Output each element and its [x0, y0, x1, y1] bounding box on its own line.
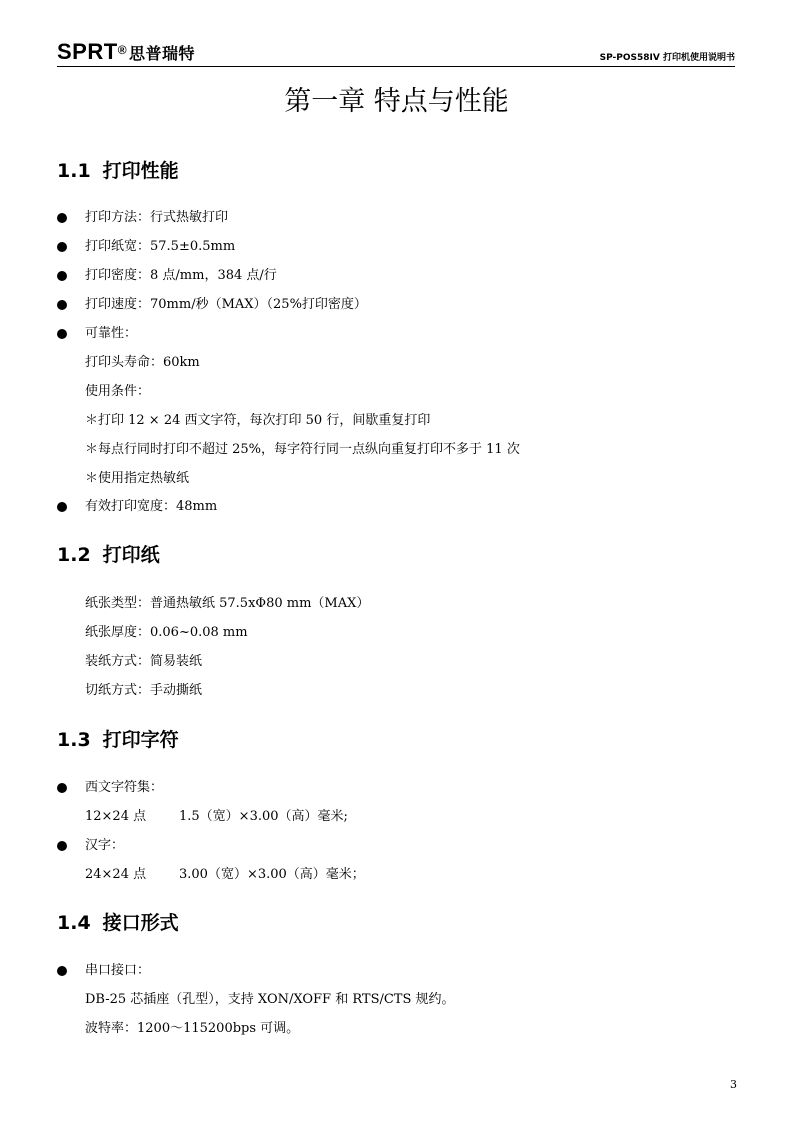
- bullet-icon: [57, 271, 67, 281]
- sub-line: 打印头寿命：60km: [85, 355, 200, 370]
- chapter-title: 第一章 特点与性能: [284, 86, 509, 117]
- section-title: 打印纸: [102, 544, 160, 566]
- bullet-icon: [57, 841, 67, 851]
- char-dimensions: 3.00（宽）×3.00（高）毫米；: [179, 867, 365, 882]
- bullet-icon: [57, 300, 67, 310]
- sub-line: 波特率：1200～115200bps 可调。: [85, 1021, 300, 1036]
- brand-name-cn: 思普瑞特: [129, 44, 196, 63]
- paragraph-line: 装纸方式：简易装纸: [85, 654, 203, 669]
- paragraph-line: 纸张厚度：0.06~0.08 mm: [85, 625, 248, 640]
- paragraph-line: 切纸方式：手动撕纸: [85, 683, 203, 698]
- list-item: 西文字符集：: [85, 780, 164, 795]
- section-title: 打印性能: [102, 160, 179, 182]
- sub-line: ＊每点行同时打印不超过 25%，每字符行同一点纵向重复打印不多于 11 次: [85, 442, 520, 457]
- page-header: [57, 38, 735, 67]
- section-heading-1-1: [57, 158, 179, 184]
- section-heading-1-3: [57, 727, 179, 753]
- list-item: 打印方法：行式热敏打印: [85, 210, 229, 225]
- list-item: 有效打印宽度：48mm: [85, 499, 218, 514]
- bullet-icon: [57, 966, 67, 976]
- sub-line: ＊打印 12 × 24 西文字符，每次打印 50 行，间歇重复打印: [85, 413, 431, 428]
- list-item: 可靠性：: [85, 326, 138, 341]
- bullet-icon: [57, 502, 67, 512]
- section-heading-1-4: [57, 910, 179, 936]
- bullet-icon: [57, 329, 67, 339]
- section-title: 接口形式: [102, 912, 179, 934]
- section-title: 打印字符: [102, 729, 179, 751]
- list-item: 打印速度：70mm/秒（MAX）（25%打印密度）: [85, 297, 367, 312]
- section-heading-1-2: [57, 542, 160, 568]
- bullet-icon: [57, 783, 67, 793]
- sub-line: ＊使用指定热敏纸: [85, 471, 190, 486]
- sub-line: DB-25 芯插座（孔型），支持 XON/XOFF 和 RTS/CTS 规约。: [85, 992, 455, 1007]
- sub-line: [85, 808, 348, 826]
- dot-matrix-size: 24×24 点: [85, 867, 147, 882]
- registered-mark: ®: [117, 43, 128, 57]
- paragraph-line: 纸张类型：普通热敏纸 57.5xΦ80 mm（MAX）: [85, 596, 370, 611]
- sub-line: [85, 866, 365, 884]
- page-number: 3: [730, 1078, 737, 1091]
- bullet-icon: [57, 213, 67, 223]
- brand-logo: [57, 38, 195, 68]
- list-item: 打印密度：8 点/mm，384 点/行: [85, 268, 277, 283]
- sub-line: 使用条件：: [85, 384, 151, 399]
- brand-name: SPRT: [57, 39, 118, 64]
- dot-matrix-size: 12×24 点: [85, 809, 147, 824]
- list-item: 汉字：: [85, 838, 125, 853]
- section-number: 1.4: [57, 912, 91, 934]
- section-number: 1.1: [57, 160, 91, 182]
- list-item: 串口接口：: [85, 963, 151, 978]
- char-dimensions: 1.5（宽）×3.00（高）毫米;: [179, 809, 348, 824]
- section-number: 1.2: [57, 544, 91, 566]
- section-number: 1.3: [57, 729, 91, 751]
- list-item: 打印纸宽：57.5±0.5mm: [85, 239, 236, 254]
- document-title: SP-POS58IV 打印机使用说明书: [599, 53, 735, 63]
- bullet-icon: [57, 242, 67, 252]
